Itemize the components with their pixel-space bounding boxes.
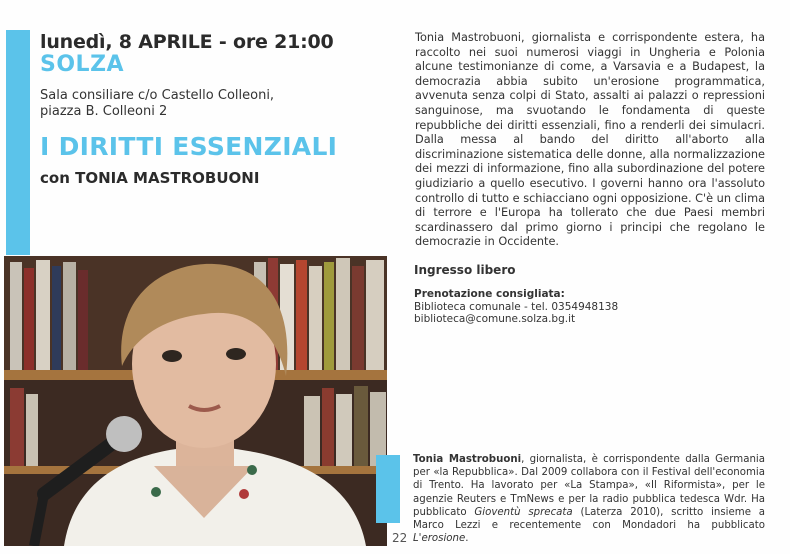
event-venue (40, 88, 274, 120)
accent-bar-top (6, 30, 30, 255)
booking-info (414, 288, 618, 326)
entry-info: Ingresso libero (414, 263, 516, 277)
bio-book-2: L'erosione (413, 533, 466, 545)
booking-label: Prenotazione consigliata: (414, 288, 565, 300)
bio-text-3: . (465, 533, 469, 545)
speaker-photo (4, 256, 387, 546)
speaker-bio (413, 453, 765, 545)
bio-book-1: Gioventù sprecata (474, 506, 573, 518)
event-description: Tonia Mastrobuoni, giornalista e corrispondente estera, ha raccolto nei suoi numerosi viaggi in Ungheria e Polonia alcune testimonianze di come, a Varsavia e a Budapest, la democrazia abbia subito un'erosione programmatica, avvenuta senza colpi di Stato, assalti ai palazzi o repressioni sanguinose, ma svuotando le fondamenta di queste repubbliche dei diritti essenziali, fino a renderli dei simulacri. Dalla messa al bando del diritto all'aborto alla discriminazione sistematica delle donne, alla normalizzazione dei mezzi di informazione, fino alla subordinazione del potere giudiziario a quello esecutivo. I governi hanno ora l'assoluto controllo di tutto e schiacciano ogni opposizione. C'è un clima di terrore e l'Europa ha tollerato che due Paesi membri scardinassero dal primo giorno i principi che regolano le democrazie in Occidente. (415, 31, 765, 249)
event-guest: con TONIA MASTROBUONI (40, 169, 260, 187)
venue-line-2: piazza B. Colleoni 2 (40, 104, 168, 119)
event-date: lunedì, 8 APRILE - ore 21:00 (40, 31, 334, 53)
bio-name: Tonia Mastrobuoni (413, 454, 522, 465)
venue-line-1: Sala consiliare c/o Castello Colleoni, (40, 88, 275, 103)
bio-text-1: , giornalista, è corrispondente dalla Germania per «la Repubblica». Dal 2009 collabora con il Festival dell'economia di Trento. Ha lavorato per «La Stampa», «Il Riformista», per le agenzie Reuters e TmNews e per la radio pubblica tedesca Wdr. Ha pubblicato (413, 454, 765, 518)
event-town: SOLZA (40, 52, 125, 77)
booking-phone: Biblioteca comunale - tel. 0354948138 (414, 300, 619, 313)
bio-text-2: (Laterza 2010), scritto insieme a Marco Lezzi e recentemente con Mondadori ha pubblicato (413, 506, 766, 532)
event-title: I DIRITTI ESSENZIALI (40, 132, 338, 161)
accent-bar-bottom (376, 455, 400, 523)
booking-email[interactable]: biblioteca@comune.solza.bg.it (414, 313, 576, 326)
page-number: 22 (392, 531, 408, 545)
